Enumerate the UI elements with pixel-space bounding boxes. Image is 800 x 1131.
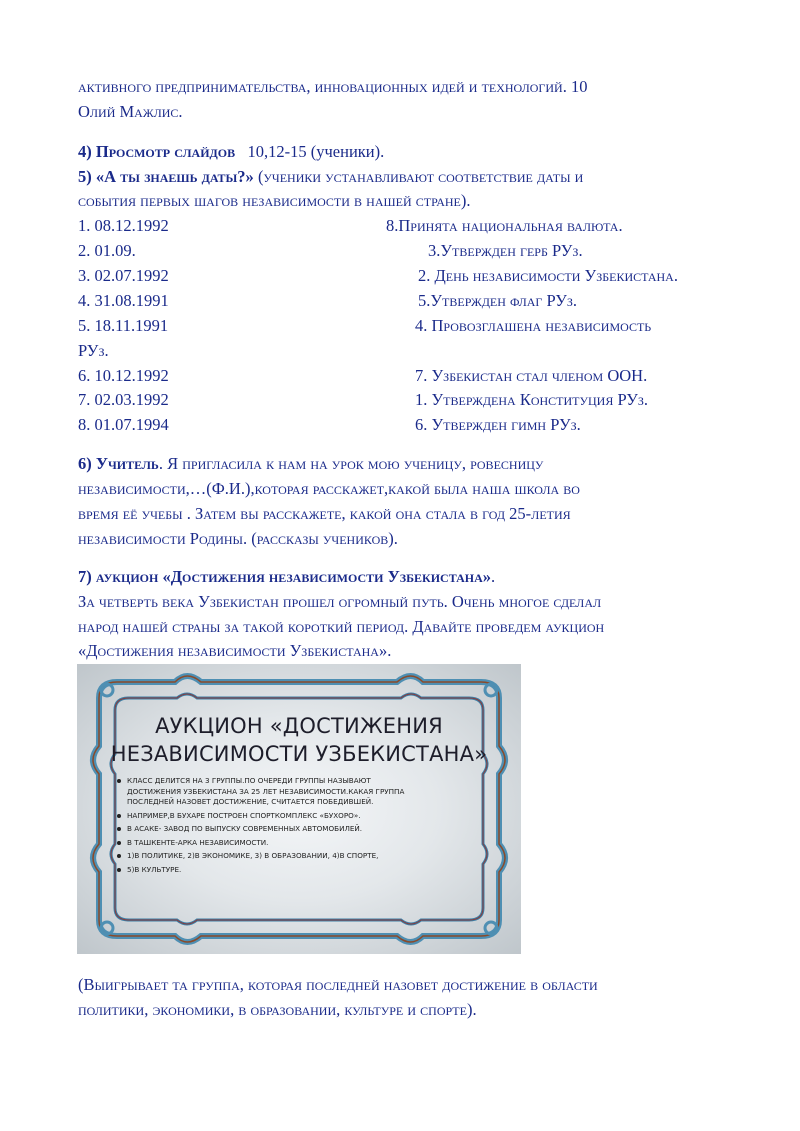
date-row-4-left: 4. 31.08.1991 [78,291,169,310]
section-5-line-1 [78,166,583,188]
date-row-5-left: 5. 18.11.1991 [78,316,169,335]
section-7-line-1 [78,566,495,588]
slide-rules-list [117,776,404,875]
section-6-line-1 [78,453,543,475]
date-row-6-left: 6. 10.12.1992 [78,366,169,385]
slide-item: В АСАКЕ- ЗАВОД ПО ВЫПУСКУ СОВРЕМЕННЫХ АВТОМОБИЛЕЙ. [117,824,404,835]
date-row-2-left: 2. 01.09. [78,241,136,260]
slide-item: НАПРИМЕР,В БУХАРЕ ПОСТРОЕН СПОРТКОМПЛЕКС «БУХОРО». [117,811,404,822]
slide-item: В ТАШКЕНТЕ-АРКА НЕЗАВИСИМОСТИ. [117,838,404,849]
section-7-tail: . [491,567,496,586]
date-row-3-right: 2. День независимости Узбекистана. [418,266,678,285]
slide-title-line-1: АУКЦИОН «ДОСТИЖЕНИЯ [155,714,443,738]
date-row-1-right: 8.Принята национальная валюта. [386,216,623,235]
section-6-text: . Я пригласила к нам на урок мою ученицу, ровесницу [158,454,544,473]
date-row-8-left: 8. 01.07.1994 [78,415,169,434]
section-4-text: 10,12-15 (ученики). [247,142,385,161]
section-4-heading: 4) Просмотр слайдов [78,142,236,161]
date-row-5-right: 4. Провозглашена независимость [415,316,652,335]
date-row-8-right: 6. Утвержден гимн РУз. [415,415,581,434]
section-5-heading: 5) «А ты знаешь даты?» [78,167,254,186]
section-7-heading: 7) аукцион «Достижения независимости Узбекистана» [78,567,492,586]
section-5-text: (ученики устанавливают соответствие даты и [253,167,584,186]
closing-line-2: политики, экономики, в образовании, культуре и спорте). [78,1000,477,1019]
date-row-7-right: 1. Утверждена Конституция РУз. [415,390,649,409]
slide-item: 1)В ПОЛИТИКЕ, 2)В ЭКОНОМИКЕ, 3) В ОБРАЗОВАНИИ, 4)В СПОРТЕ, [117,851,404,862]
slide-item: ПОСЛЕДНЕЙ НАЗОВЕТ ДОСТИЖЕНИЕ, СЧИТАЕТСЯ ПОБЕДИВШЕЙ. [127,797,374,806]
slide-title-line-2: НЕЗАВИСИМОСТИ УЗБЕКИСТАНА» [110,742,488,766]
slide-item: КЛАСС ДЕЛИТСЯ НА 3 ГРУППЫ.ПО ОЧЕРЕДИ ГРУППЫ НАЗЫВАЮТ [117,776,404,787]
section-6-line-2: независимости,…(Ф.И.),которая расскажет,какой была наша школа во [78,479,580,498]
slide-item: ДОСТИЖЕНИЯ УЗБЕКИСТАНА ЗА 25 ЛЕТ НЕЗАВИСИМОСТИ.КАКАЯ ГРУППА [127,786,405,796]
slide-item: 5)В КУЛЬТУРЕ. [117,865,404,876]
section-7-line-4: «Достижения независимости Узбекистана». [78,641,392,660]
section-7-line-2: За четверть века Узбекистан прошел огромный путь. Очень многое сделал [78,592,602,611]
auction-slide-image [77,664,521,954]
section-5-line-2: события первых шагов независимости в нашей стране). [78,191,471,210]
date-row-7-left: 7. 02.03.1992 [78,390,169,409]
section-4 [78,141,384,163]
date-row-4-right: 5.Утвержден флаг РУз. [418,291,578,310]
closing-line-1: (Выигрывает та группа, которая последней назовет достижение в области [78,975,598,994]
date-row-5-continuation: РУз. [78,341,109,360]
section-6-line-4: независимости Родины. (рассказы учеников). [78,529,398,548]
intro-line-1: активного предпринимательства, инновационных идей и технологий. 10 [78,77,588,96]
date-row-2-right: 3.Утвержден герб РУз. [428,241,583,260]
section-6-heading: 6) Учитель [78,454,159,473]
date-row-3-left: 3. 02.07.1992 [78,266,169,285]
date-row-6-right: 7. Узбекистан стал членом ООН. [415,366,648,385]
section-7-line-3: народ нашей страны за такой короткий период. Давайте проведем аукцион [78,617,605,636]
intro-line-2: Олий Мажлис. [78,102,183,121]
section-6-line-3: время её учебы . Затем вы расскажете, какой она стала в год 25-летия [78,504,571,523]
date-row-1-left: 1. 08.12.1992 [78,216,169,235]
